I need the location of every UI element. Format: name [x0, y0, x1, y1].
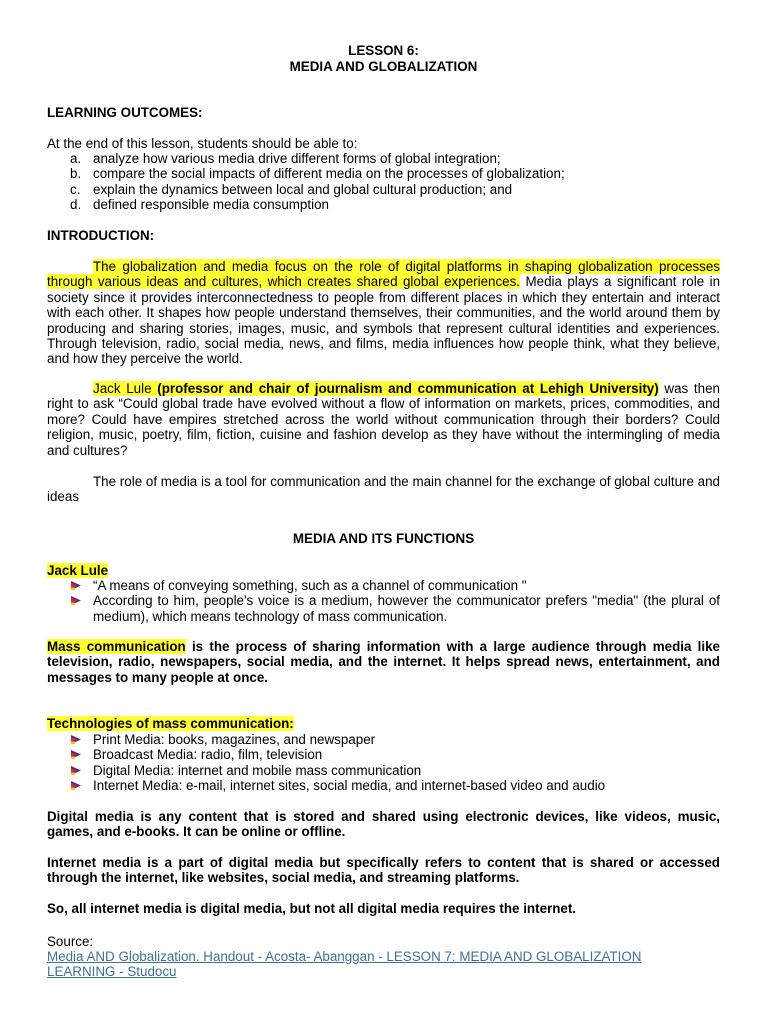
functions-heading: MEDIA AND ITS FUNCTIONS — [292, 531, 475, 546]
jack-lule-label-row — [47, 563, 720, 578]
lesson-title: LESSON 6: — [348, 43, 419, 58]
list-item — [47, 197, 720, 212]
list-item — [47, 182, 720, 197]
intro-paragraph-3: The role of media is a tool for communication and the main channel for the exchange of global culture and ideas — [47, 474, 720, 505]
paragraph-text: is the process of sharing information with a large audience through media like television, radio, newspapers, social media, and the internet. It helps spread news, entertainment, and messages to many people at once. — [47, 639, 720, 685]
list-item — [47, 747, 720, 762]
list-item-text: “A means of conveying something, such as a channel of communication " — [93, 578, 527, 593]
tech-list — [47, 732, 720, 794]
list-item — [47, 732, 720, 747]
list-item-text: Broadcast Media: radio, film, television — [93, 747, 323, 763]
highlighted-text: The globalization and media focus on the role of digital platforms in shaping globalization processes through various ideas and cultures, which creates shared global experiences. — [47, 259, 720, 290]
intro-paragraph-1 — [47, 259, 720, 367]
list-item — [47, 763, 720, 778]
source-link[interactable]: Media AND Globalization. Handout - Acosta- Abanggan - LESSON 7: MEDIA AND GLOBALIZATION LEARNING - Studocu — [47, 949, 642, 980]
learning-outcomes-intro: At the end of this lesson, students should be able to: — [47, 136, 358, 151]
list-marker: d. — [70, 197, 82, 213]
list-item — [47, 778, 720, 793]
internet-media-paragraph: Internet media is a part of digital media but specifically refers to content that is shared or accessed through the internet, like websites, social media, and streaming platforms. — [47, 855, 720, 886]
learning-outcomes-heading: LEARNING OUTCOMES: — [47, 105, 203, 120]
list-marker: b. — [70, 166, 82, 182]
lesson-subtitle: MEDIA AND GLOBALIZATION — [289, 59, 478, 74]
list-item-text: According to him, people's voice is a medium, however the communicator prefers "media" (the plural of medium), which means technology of mass communication. — [93, 593, 720, 624]
source-link-row — [47, 949, 697, 980]
arrow-bullet-icon — [71, 750, 81, 759]
list-item-text: compare the social impacts of different media on the processes of globalization; — [93, 166, 565, 182]
arrow-bullet-icon — [71, 781, 81, 790]
tech-heading-row — [47, 716, 720, 731]
list-item — [47, 593, 720, 624]
highlighted-term: Mass communication — [47, 639, 186, 654]
summary-paragraph: So, all internet media is digital media, but not all digital media requires the internet. — [47, 901, 577, 916]
list-item-text: Internet Media: e-mail, internet sites, social media, and internet-based video and audio — [93, 778, 606, 794]
jack-lule-label: Jack Lule — [47, 563, 109, 578]
arrow-bullet-icon — [71, 766, 81, 775]
list-item-text: analyze how various media drive different forms of global integration; — [93, 151, 501, 166]
list-item-text: Digital Media: internet and mobile mass communication — [93, 762, 422, 778]
tech-heading: Technologies of mass communication: — [47, 716, 294, 731]
list-item-text: explain the dynamics between local and global cultural production; and — [93, 181, 513, 197]
mass-communication-paragraph — [47, 639, 720, 685]
list-item — [47, 151, 720, 166]
source-label: Source: — [47, 934, 94, 949]
list-item — [47, 578, 720, 593]
arrow-bullet-icon — [71, 735, 81, 744]
list-marker: c. — [70, 181, 81, 197]
highlighted-name: Jack Lule — [93, 381, 152, 396]
jack-lule-list — [47, 578, 720, 624]
highlighted-bold-text: (professor and chair of journalism and communication at Lehigh University) — [151, 381, 659, 396]
paragraph-text: Media plays a significant role in society since it provides interconnectedness to people from different places in which they entertain and interact with each other. It shapes how people understand themselves, their communities, and the world around them by producing and sharing stories, images, music, and symbols that represent cultural identities and experiences. Through television, radio, social media, news, and films, media influences how people think, what they believe, and how they perceive the world. — [47, 274, 721, 367]
list-item-text: Print Media: books, magazines, and newspaper — [93, 732, 376, 747]
digital-media-paragraph: Digital media is any content that is stored and shared using electronic devices, like videos, music, games, and e-books. It can be online or offline. — [47, 809, 720, 840]
introduction-heading: INTRODUCTION: — [47, 228, 155, 243]
arrow-bullet-icon — [71, 581, 81, 590]
list-marker: a. — [70, 151, 82, 166]
intro-paragraph-2 — [47, 381, 720, 458]
paragraph-text: was then right to ask “Could global trade have evolved without a flow of information on markets, prices, commodities, and more? Could have empires stretched across the world without communication through their borders? Could religion, music, poetry, film, fiction, cuisine and fashion develop as they have without the intermingling of media and cultures? — [47, 381, 720, 458]
learning-outcomes-list — [47, 151, 720, 213]
arrow-bullet-icon — [71, 596, 81, 605]
list-item-text: defined responsible media consumption — [93, 197, 329, 213]
list-item — [47, 166, 720, 181]
